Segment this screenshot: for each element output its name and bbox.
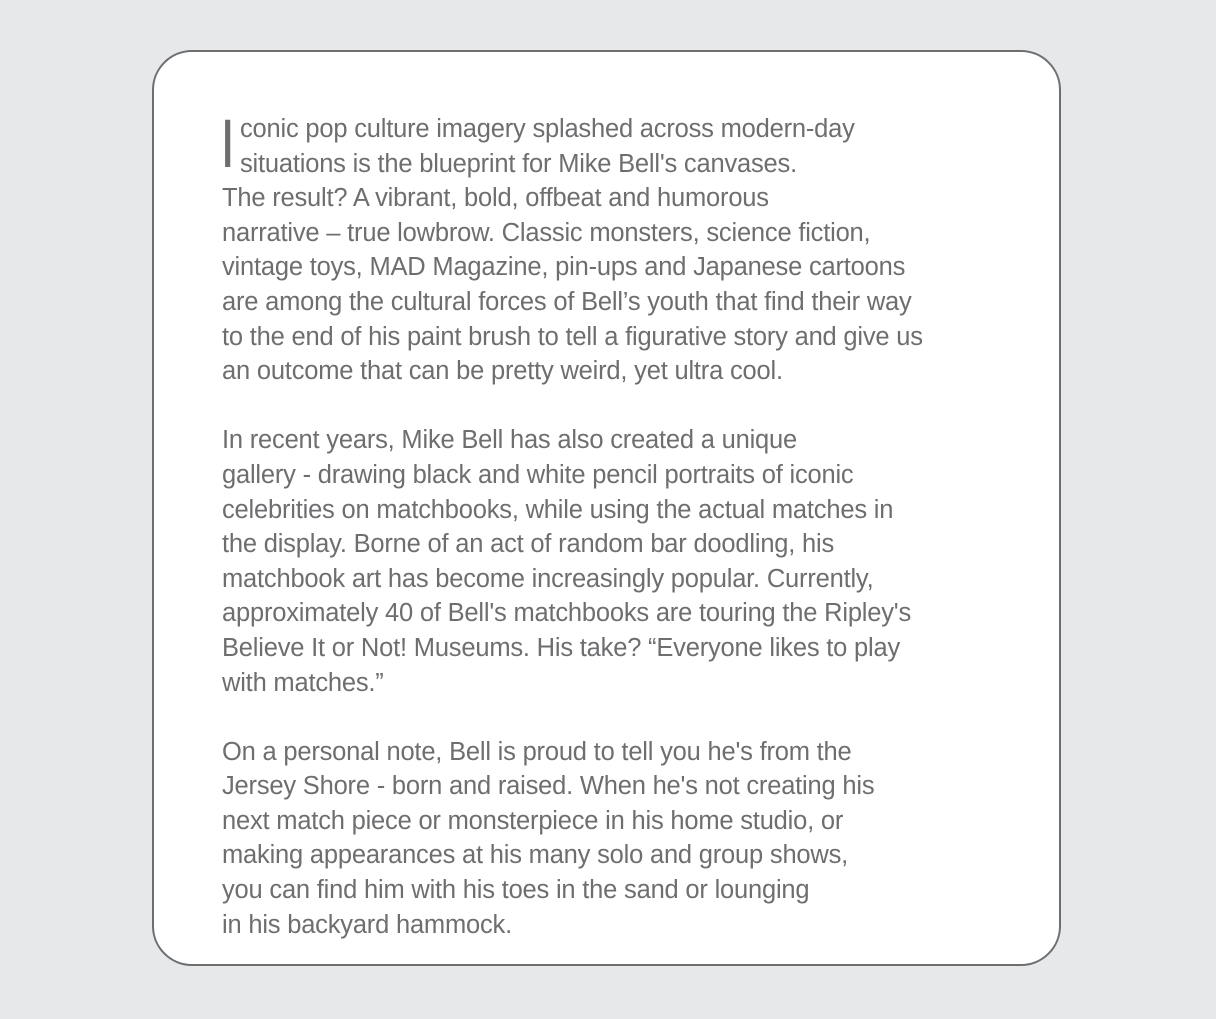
bio-line: are among the cultural forces of Bell’s youth that find their way: [222, 287, 912, 316]
bio-line: celebrities on matchbooks, while using the actual matches in: [222, 495, 894, 524]
bio-line: vintage toys, MAD Magazine, pin-ups and Japanese cartoons: [222, 253, 906, 282]
drop-cap: I: [220, 105, 236, 182]
bio-line: conic pop culture imagery splashed across modern-day: [240, 115, 855, 143]
bio-line: On a personal note, Bell is proud to tell you he's from the: [222, 737, 852, 766]
bio-paragraph-3: [222, 735, 1052, 943]
bio-paragraph-2: [222, 423, 1052, 700]
bio-line: an outcome that can be pretty weird, yet ultra cool.: [222, 357, 783, 386]
bio-line: gallery - drawing black and white pencil portraits of iconic: [222, 460, 854, 489]
bio-card: [152, 50, 1061, 966]
bio-line: the display. Borne of an act of random bar doodling, his: [222, 530, 835, 559]
bio-line: approximately 40 of Bell's matchbooks are touring the Ripley's: [222, 599, 912, 628]
bio-paragraph-1: [220, 105, 1052, 389]
bio-line: in his backyard hammock.: [222, 910, 512, 939]
bio-line: you can find him with his toes in the sand or lounging: [222, 876, 810, 905]
bio-line: Jersey Shore - born and raised. When he's not creating his: [222, 772, 875, 801]
bio-line: next match piece or monsterpiece in his home studio, or: [222, 806, 844, 835]
bio-line: with matches.”: [222, 668, 384, 697]
bio-line: situations is the blueprint for Mike Bell's canvases.: [240, 149, 797, 178]
bio-line: In recent years, Mike Bell has also created a unique: [222, 426, 798, 455]
bio-line: narrative – true lowbrow. Classic monsters, science fiction,: [222, 218, 871, 247]
bio-line: The result? A vibrant, bold, offbeat and humorous: [222, 184, 769, 213]
bio-line: matchbook art has become increasingly popular. Currently,: [222, 564, 874, 593]
artist-bio: [220, 105, 1052, 942]
bio-line: Believe It or Not! Museums. His take? “Everyone likes to play: [222, 633, 900, 662]
bio-line: making appearances at his many solo and group shows,: [222, 841, 849, 870]
bio-line: to the end of his paint brush to tell a figurative story and give us: [222, 322, 923, 351]
